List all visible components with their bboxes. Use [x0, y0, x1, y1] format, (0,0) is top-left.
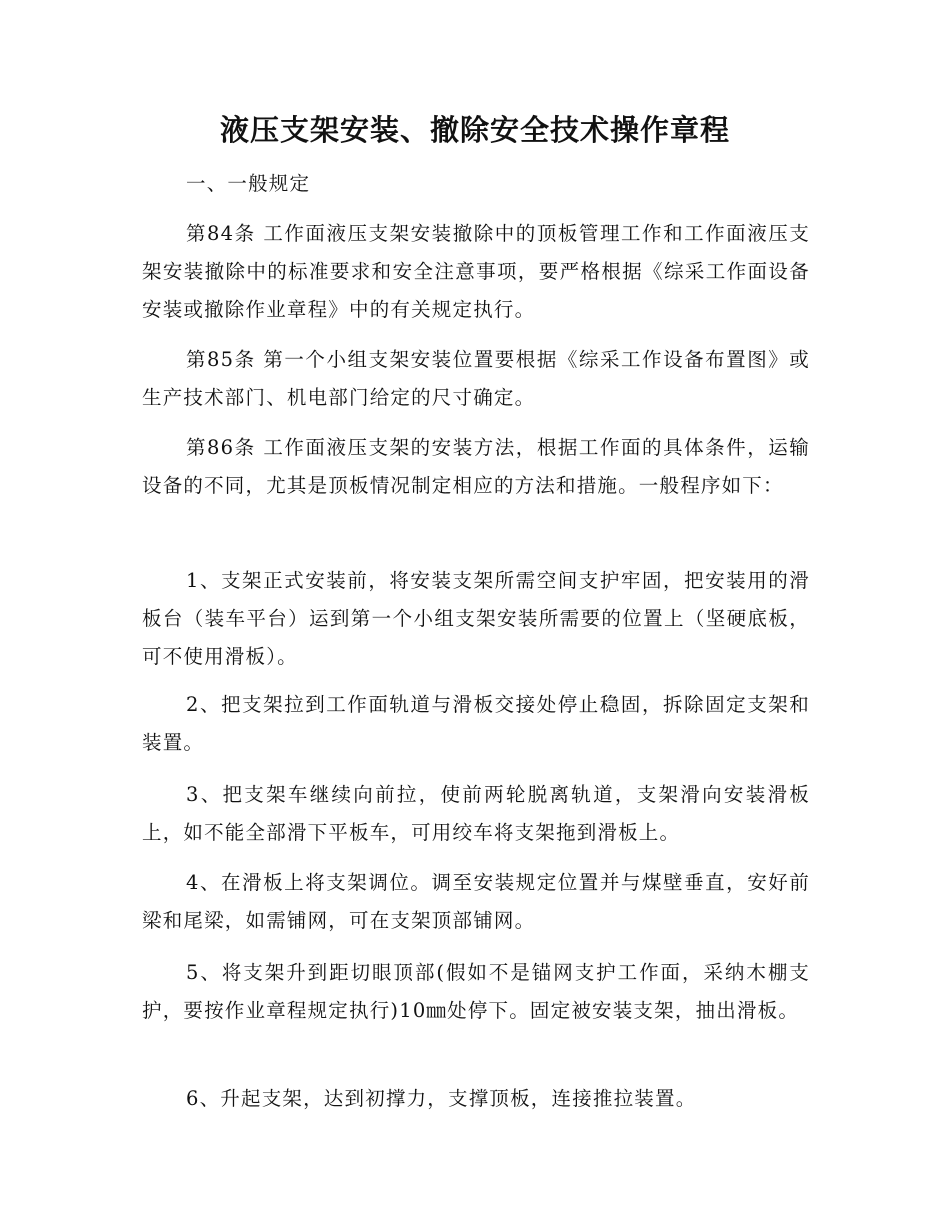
article-86: 第86条 工作面液压支架的安装方法，根据工作面的具体条件，运输设备的不同，尤其是顶板情况制定相应的方法和措施。一般程序如下：: [142, 436, 810, 497]
step-6: 6、升起支架，达到初撑力，支撑顶板，连接推拉装置。: [186, 1087, 697, 1110]
section-heading: 一、一般规定: [186, 172, 311, 195]
step-5: 5、将支架升到距切眼顶部(假如不是锚网支护工作面，采纳木棚支护，要按作业章程规定执行)10㎜处停下。固定被安装支架，抽出滑板。: [142, 961, 810, 1022]
step-4: 4、在滑板上将支架调位。调至安装规定位置并与煤壁垂直，安好前梁和尾梁，如需铺网，可在支架顶部铺网。: [142, 871, 810, 932]
step-1: 1、支架正式安装前，将安装支架所需空间支护牢固，把安装用的滑板台（装车平台）运到第一个小组支架安装所需要的位置上（坚硬底板，可不使用滑板）。: [142, 569, 810, 668]
step-2: 2、把支架拉到工作面轨道与滑板交接处停止稳固，拆除固定支架和装置。: [142, 693, 810, 754]
step-3: 3、把支架车继续向前拉，使前两轮脱离轨道，支架滑向安装滑板上，如不能全部滑下平板车，可用绞车将支架拖到滑板上。: [142, 783, 810, 844]
document-title: 液压支架安装、撤除安全技术操作章程: [219, 113, 730, 147]
article-84: 第84条 工作面液压支架安装撤除中的顶板管理工作和工作面液压支架安装撤除中的标准要求和安全注意事项，要严格根据《综采工作面设备安装或撤除作业章程》中的有关规定执行。: [142, 222, 810, 321]
article-85: 第85条 第一个小组支架安装位置要根据《综采工作设备布置图》或生产技术部门、机电部门给定的尺寸确定。: [142, 348, 810, 409]
